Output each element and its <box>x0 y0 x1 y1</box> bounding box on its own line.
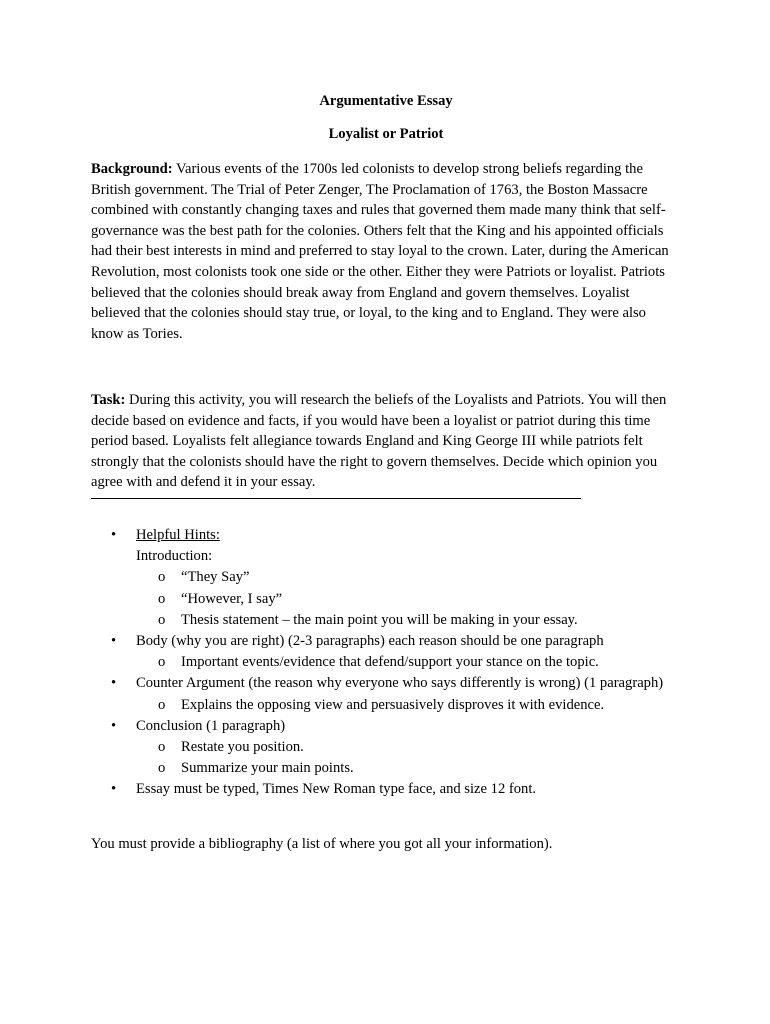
document-title: Argumentative Essay <box>319 93 453 109</box>
list-item <box>91 716 681 737</box>
sub-list-item <box>91 589 681 610</box>
sub-list-item <box>91 610 681 631</box>
sub-list-item <box>91 758 681 779</box>
conclusion-subitem: Summarize your main points. <box>181 760 354 777</box>
sub-bullet-icon: o <box>158 654 166 671</box>
list-item <box>91 779 681 800</box>
sub-bullet-icon: o <box>158 611 166 628</box>
list-item <box>91 631 681 652</box>
sub-bullet-icon: o <box>158 696 166 713</box>
intro-item: “They Say” <box>181 569 250 586</box>
hints-list <box>91 525 681 801</box>
list-item <box>91 525 681 546</box>
intro-item: Thesis statement – the main point you will be making in your essay. <box>181 611 578 628</box>
list-item <box>91 546 681 567</box>
bullet-icon: • <box>111 633 117 650</box>
closing-note: You must provide a bibliography (a list of where you got all your information). <box>91 836 553 852</box>
bullet-icon: • <box>111 781 117 798</box>
sub-list-item <box>91 737 681 758</box>
task-paragraph <box>91 390 681 493</box>
background-label: Background: <box>91 161 173 177</box>
background-text: Various events of the 1700s led colonists to develop strong beliefs regarding the British government. The Trial of Peter Zenger, The Proclamation of 1763, the Boston Massacre combined with constantly changing taxes and rules that governed them made many think that self-governance was the best path for the colonies. Others felt that the King and his appointed officials had their best interests in mind and preferred to stay loyal to the crown. Later, during the American Revolution, most colonists took one side or the other. Either they were Patriots or loyalist. Patriots believed that the colonies should break away from England and govern themselves. Loyalist believed that the colonies should stay true, or loyal, to the king and to England. They were also know as Tories. <box>91 161 669 342</box>
conclusion-subitem: Restate you position. <box>181 739 304 756</box>
bullet-icon: • <box>111 527 117 543</box>
hints-heading: Helpful Hints: <box>136 527 220 543</box>
counter-item: Counter Argument (the reason why everyone who says differently is wrong) (1 paragraph) <box>136 675 664 692</box>
task-label: Task: <box>91 392 126 408</box>
bullet-icon: • <box>111 675 117 692</box>
task-text: During this activity, you will research the beliefs of the Loyalists and Patriots. You will then decide based on evidence and facts, if you would have been a loyalist or patriot during this time period based. Loyalists felt allegiance towards England and King George III while patriots felt strongly that the colonists should have the right to govern themselves. Decide which opinion you agree with and defend it in your essay. <box>91 392 667 491</box>
sub-list-item <box>91 652 681 673</box>
sub-bullet-icon: o <box>158 569 166 586</box>
counter-subitem: Explains the opposing view and persuasively disproves it with evidence. <box>181 696 605 713</box>
body-item: Body (why you are right) (2-3 paragraphs) each reason should be one paragraph <box>136 633 604 650</box>
sub-bullet-icon: o <box>158 590 166 607</box>
background-paragraph <box>91 159 681 344</box>
bullet-icon: • <box>111 717 117 734</box>
sub-bullet-icon: o <box>158 739 166 756</box>
body-subitem: Important events/evidence that defend/support your stance on the topic. <box>181 654 599 671</box>
sub-bullet-icon: o <box>158 760 166 777</box>
intro-item: “However, I say” <box>181 590 283 607</box>
list-item <box>91 673 681 694</box>
intro-label: Introduction: <box>136 548 213 565</box>
format-item: Essay must be typed, Times New Roman type face, and size 12 font. <box>136 781 537 798</box>
document-subtitle: Loyalist or Patriot <box>328 126 444 142</box>
horizontal-rule <box>91 498 581 499</box>
sub-list-item <box>91 695 681 716</box>
conclusion-item: Conclusion (1 paragraph) <box>136 717 286 734</box>
sub-list-item <box>91 567 681 588</box>
